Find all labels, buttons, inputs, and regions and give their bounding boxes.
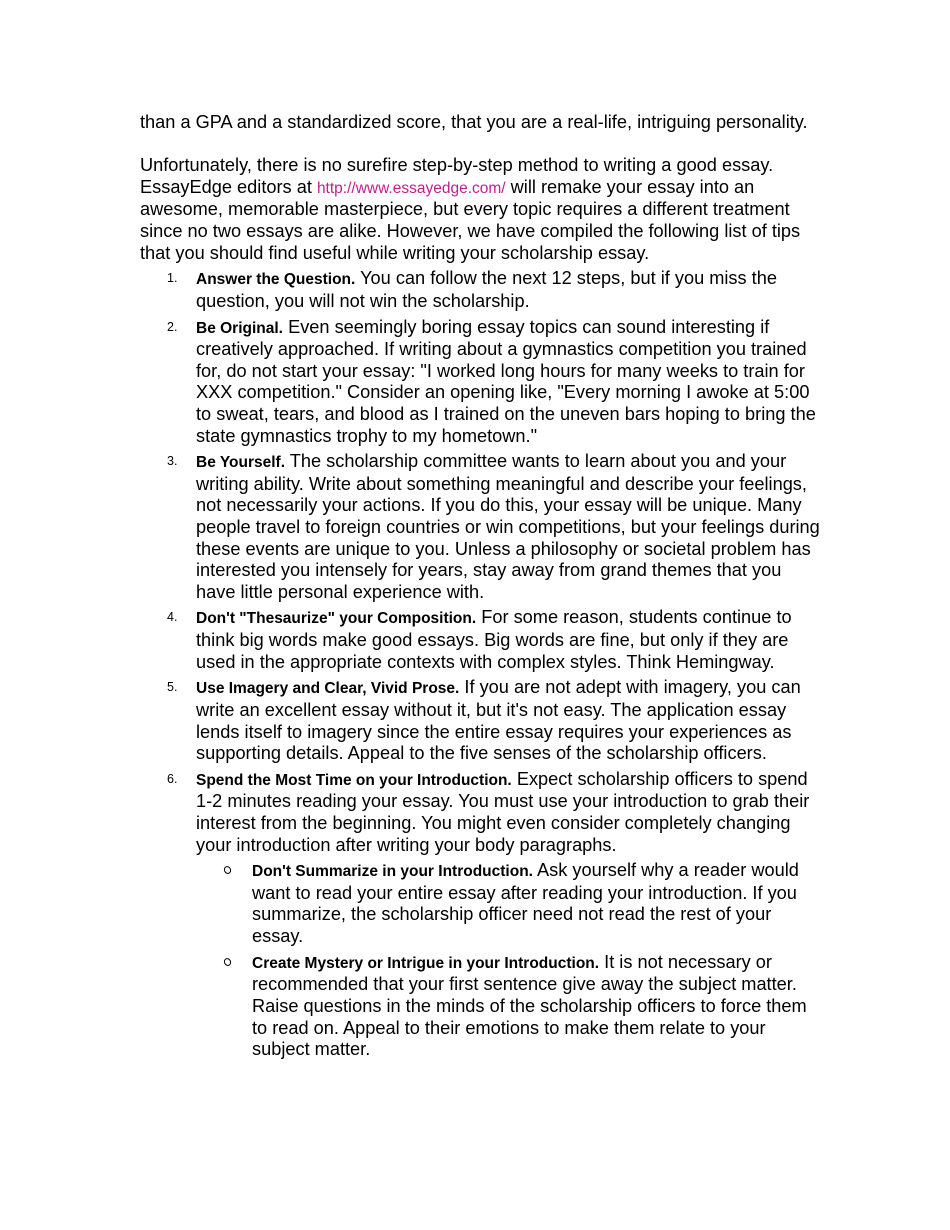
intro-paragraph: Unfortunately, there is no surefire step-by-step method to writing a good essay. EssayEdge editors at http://www.essayedge.com/ will remake your essay into an awesome, memorable masterpiece, but every topic requires a different treatment since no two essays are alike. However, we have compiled the following list of tips that you should find useful while writing your scholarship essay.: [140, 155, 801, 263]
list-number: 4.: [167, 610, 178, 625]
hollow-bullet-icon: [223, 957, 233, 967]
tip-heading: Be Yourself.: [196, 454, 286, 472]
tip-heading: Spend the Most Time on your Introduction.: [196, 771, 512, 789]
tip-text: The scholarship committee wants to learn about you and your writing ability. Write about something meaningful and describe your feelings, not necessarily your actions. If you do this, your essay will be unique. Many people travel to foreign countries or win competitions, but your feelings during these events are unique to you. Unless a philosophy or societal problem has interested you intensely for years, stay away from grand themes that you have little personal experience with.: [196, 451, 820, 602]
essayedge-link[interactable]: http://www.essayedge.com/: [316, 179, 506, 197]
subtip-heading: Don't Summarize in your Introduction.: [252, 863, 533, 881]
list-number: 3.: [167, 454, 178, 469]
list-item: [140, 677, 820, 764]
document-page: [140, 112, 820, 1061]
sub-list-item: [196, 860, 820, 947]
list-item: [140, 607, 820, 673]
tip-heading: Don't "Thesaurize" your Composition.: [196, 610, 477, 628]
list-item: [140, 451, 820, 603]
subtip-heading: Create Mystery or Intrigue in your Introduction.: [252, 954, 600, 972]
sub-list-item: [196, 952, 820, 1061]
list-number: 6.: [167, 771, 178, 786]
list-number: 2.: [167, 319, 178, 334]
tips-list: [140, 268, 820, 1060]
tip-text: Expect scholarship officers to spend 1-2 minutes reading your essay. You must use your introduction to grab their interest from the beginning. You might even consider completely changing your introduction after writing your body paragraphs.: [196, 768, 810, 855]
intro-paragraph-tail: than a GPA and a standardized score, that you are a real-life, intriguing personality.: [140, 112, 808, 132]
list-number: 5.: [167, 680, 178, 695]
subtip-text: Ask yourself why a reader would want to read your entire essay after reading your introduction. If you summarize, the scholarship officer need not read the rest of your essay.: [252, 860, 799, 947]
tip-heading: Be Original.: [196, 319, 283, 337]
subtips-list: [196, 860, 820, 1060]
subtip-text: It is not necessary or recommended that your first sentence give away the subject matter. Raise questions in the minds of the scholarship officers to force them to read on. Appeal to their emotions to make them relate to your subject matter.: [252, 951, 807, 1060]
tip-text: If you are not adept with imagery, you can write an excellent essay without it, but it's not easy. The application essay lends itself to imagery since the entire essay requires your experiences as supporting details. Appeal to the five senses of the scholarship officers.: [196, 677, 801, 764]
tip-heading: Use Imagery and Clear, Vivid Prose.: [196, 680, 460, 698]
list-item: [140, 769, 820, 1061]
list-number: 1.: [167, 271, 178, 286]
tip-text: You can follow the next 12 steps, but if you miss the question, you will not win the scholarship.: [196, 268, 777, 311]
tip-text: For some reason, students continue to think big words make good essays. Big words are fine, but only if they are used in the appropriate contexts with complex styles. Think Hemingway.: [196, 607, 792, 672]
list-item: [140, 317, 820, 448]
hollow-bullet-icon: [223, 865, 233, 875]
list-item: [140, 268, 820, 312]
tip-text: Even seemingly boring essay topics can sound interesting if creatively approached. If writing about a gymnastics competition you trained for, do not start your essay: "I worked long hours for many weeks to train for XXX competition." Consider an opening like, "Every morning I awoke at 5:00 to sweat, tears, and blood as I trained on the uneven bars hoping to bring the state gymnastics trophy to my hometown.": [196, 316, 816, 446]
tip-heading: Answer the Question.: [196, 271, 356, 289]
